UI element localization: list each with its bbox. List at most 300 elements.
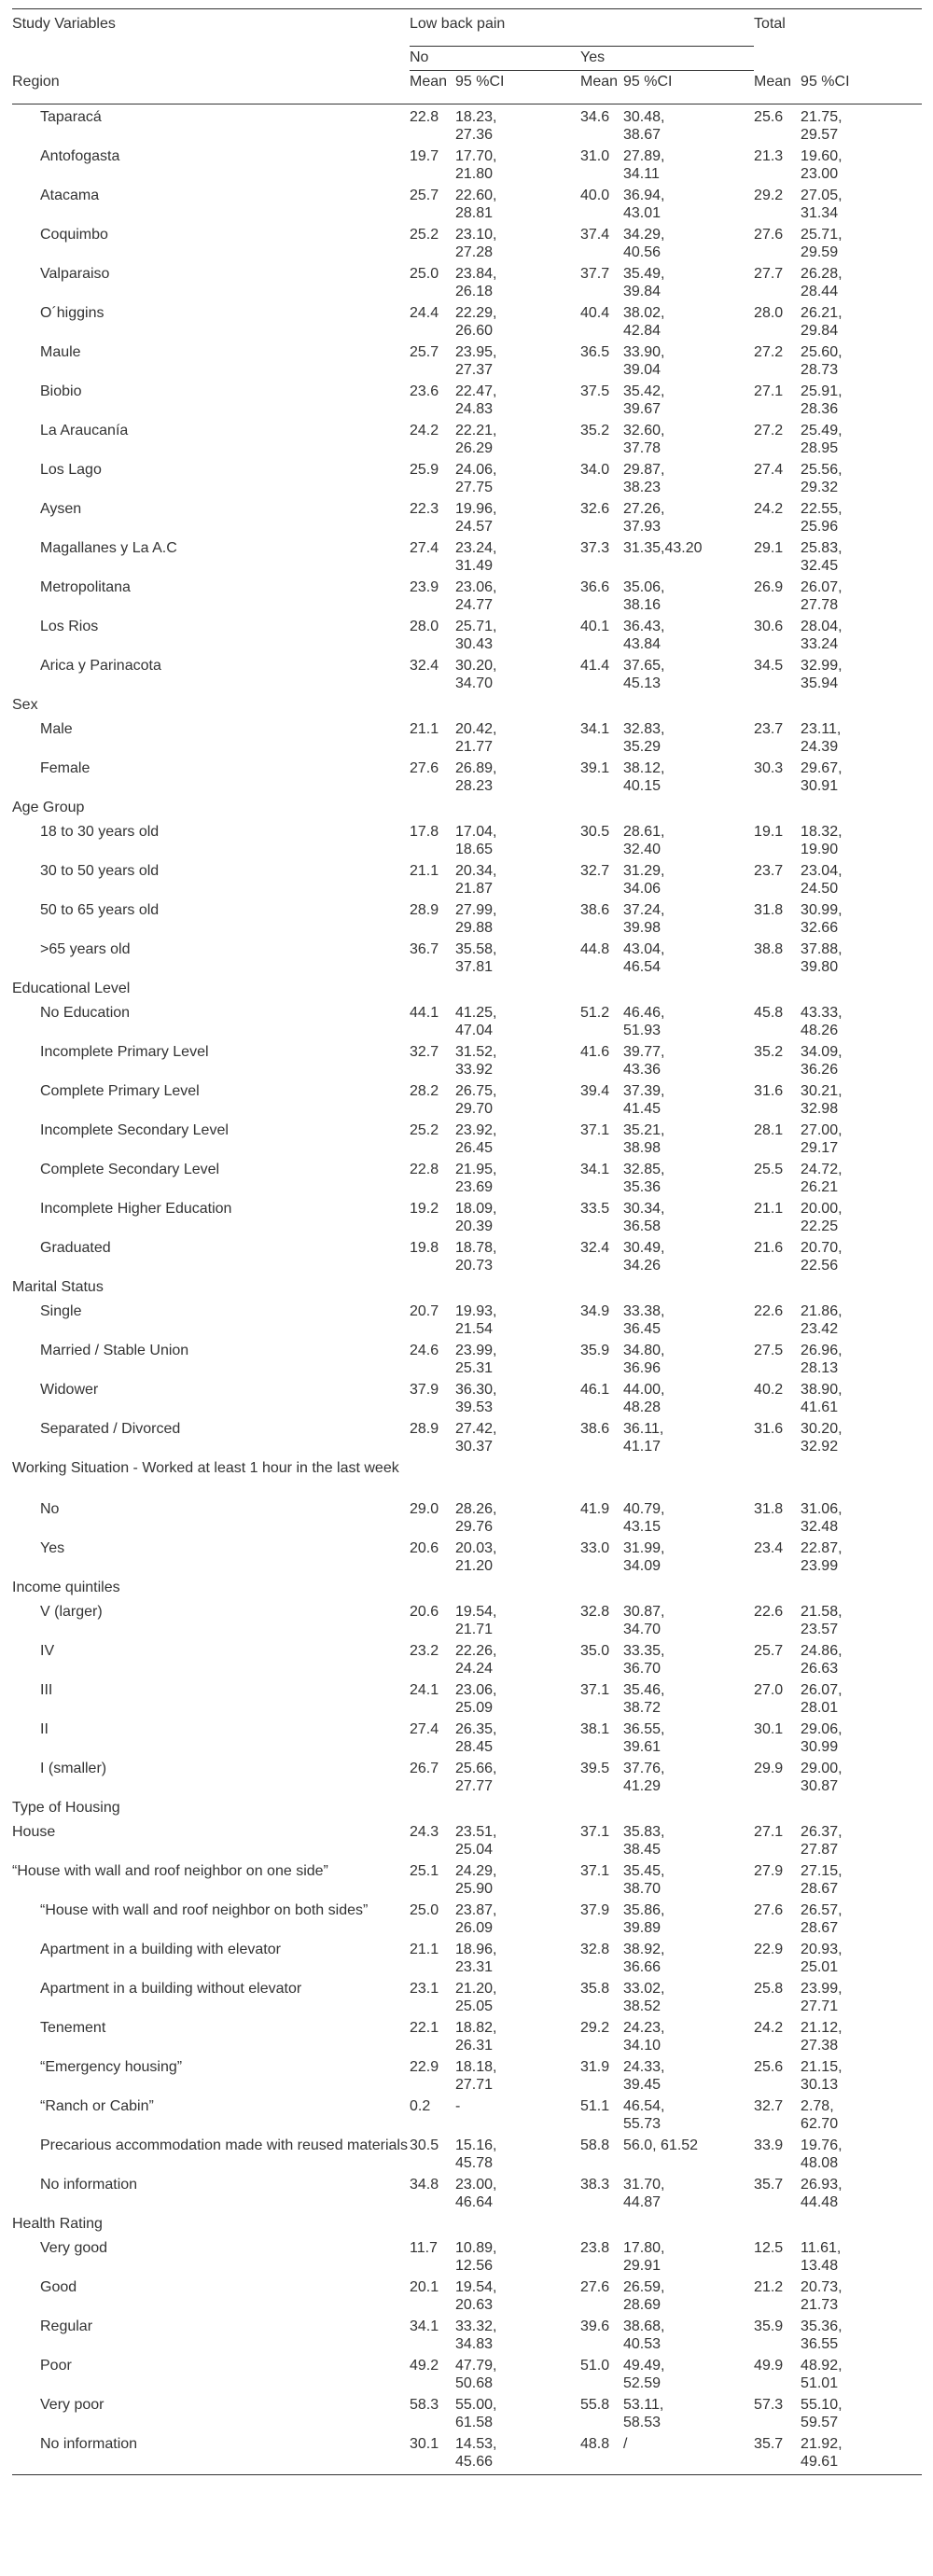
- total-mean-cell: 25.6: [754, 2059, 784, 2075]
- total-ci-cell: 29.06, 30.99: [801, 1721, 842, 1755]
- row-label: Magallanes y La A.C: [40, 540, 177, 556]
- table-row: [12, 1157, 922, 1196]
- yes-ci-cell: 46.54, 55.73: [623, 2098, 665, 2132]
- total-ci-cell: 24.72, 26.21: [801, 1162, 842, 1195]
- total-ci-cell: 48.92, 51.01: [801, 2358, 842, 2391]
- table-row: [12, 261, 922, 300]
- total-ci-cell: 21.58, 23.57: [801, 1604, 842, 1637]
- total-mean-cell: 38.8: [754, 941, 784, 957]
- no-mean-cell: 21.1: [410, 721, 439, 737]
- yes-ci-cell: 36.55, 39.61: [623, 1721, 665, 1755]
- yes-mean-cell: 40.4: [580, 305, 610, 321]
- total-mean-header: Mean: [754, 71, 801, 104]
- table-row: [12, 1599, 922, 1638]
- row-label: Widower: [40, 1382, 99, 1398]
- total-mean-cell: 35.7: [754, 2431, 801, 2475]
- total-ci-cell: 25.56, 29.32: [801, 462, 842, 495]
- total-ci-cell: 26.28, 28.44: [801, 266, 842, 299]
- yes-ci-cell: 39.77, 43.36: [623, 1044, 665, 1078]
- no-ci-cell: -: [455, 2098, 461, 2114]
- no-ci-cell: 18.96, 23.31: [455, 1942, 497, 1975]
- no-ci-cell: 27.99, 29.88: [455, 902, 497, 936]
- row-label: “House with wall and roof neighbor on both sides”: [40, 1902, 369, 1918]
- yes-ci-cell: 35.83, 38.45: [623, 1824, 665, 1858]
- yes-ci-cell: 28.61, 32.40: [623, 824, 665, 857]
- yes-mean-cell: 41.6: [580, 1044, 610, 1060]
- table-row: [12, 496, 922, 536]
- table-row: [12, 937, 922, 976]
- table-row: [12, 2353, 922, 2392]
- row-label: Separated / Divorced: [40, 1421, 181, 1437]
- no-ci-cell: 24.29, 25.90: [455, 1863, 497, 1897]
- no-ci-cell: 26.75, 29.70: [455, 1083, 497, 1117]
- total-ci-cell: 20.93, 25.01: [801, 1942, 842, 1975]
- total-ci-cell: 32.99, 35.94: [801, 658, 842, 691]
- yes-mean-cell: 51.1: [580, 2098, 610, 2114]
- yes-ci-cell: 33.38, 36.45: [623, 1303, 665, 1337]
- row-label: Los Rios: [40, 619, 99, 634]
- table-row: [12, 457, 922, 496]
- table-row: [12, 717, 922, 756]
- no-mean-cell: 32.4: [410, 658, 439, 674]
- total-mean-cell: 24.2: [754, 501, 784, 517]
- yes-mean-cell: 27.6: [580, 2279, 610, 2295]
- row-label: “House with wall and roof neighbor on one side”: [12, 1863, 328, 1879]
- no-mean-cell: 25.7: [410, 344, 439, 360]
- table-row: [12, 653, 922, 692]
- total-ci-cell: 20.70, 22.56: [801, 1240, 842, 1274]
- total-mean-cell: 23.7: [754, 721, 784, 737]
- total-mean-cell: 27.2: [754, 423, 784, 439]
- total-mean-cell: 28.1: [754, 1122, 784, 1138]
- row-label: Antofogasta: [40, 148, 120, 164]
- no-ci-cell: 18.09, 20.39: [455, 1201, 497, 1234]
- yes-mean-cell: 34.1: [580, 1162, 610, 1177]
- row-label: Apartment in a building without elevator: [40, 1981, 302, 1997]
- total-mean-cell: 27.7: [754, 266, 784, 282]
- table-row: [12, 144, 922, 183]
- no-ci-cell: 20.34, 21.87: [455, 863, 497, 897]
- total-mean-cell: 21.2: [754, 2279, 784, 2295]
- yes-ci-cell: 30.49, 34.26: [623, 1240, 665, 1274]
- no-mean-cell: 27.4: [410, 1721, 439, 1737]
- table-row: [12, 1235, 922, 1274]
- no-mean-cell: 23.1: [410, 1981, 439, 1997]
- table-row: [12, 1416, 922, 1455]
- no-ci-cell: 19.54, 21.71: [455, 1604, 497, 1637]
- no-mean-cell: 36.7: [410, 941, 439, 957]
- row-label: No: [40, 1501, 60, 1517]
- yes-ci-cell: 30.48, 38.67: [623, 109, 665, 143]
- table-row: [12, 2172, 922, 2211]
- total-mean-cell: 27.6: [754, 227, 784, 243]
- no-mean-cell: 25.1: [410, 1863, 439, 1879]
- total-ci-cell: 29.00, 30.87: [801, 1761, 842, 1794]
- no-mean-cell: 20.7: [410, 1303, 439, 1319]
- yes-mean-header: Mean: [580, 71, 623, 104]
- table-row: [12, 1118, 922, 1157]
- no-ci-cell: 33.32, 34.83: [455, 2318, 497, 2352]
- no-mean-cell: 24.6: [410, 1343, 439, 1358]
- yes-ci-cell: 33.90, 39.04: [623, 344, 665, 378]
- table-row: [12, 1000, 922, 1039]
- total-ci-cell: 55.10, 59.57: [801, 2397, 842, 2430]
- total-ci-cell: 23.99, 27.71: [801, 1981, 842, 2014]
- yes-mean-cell: 37.1: [580, 1122, 610, 1138]
- no-ci-cell: 18.82, 26.31: [455, 2020, 497, 2054]
- no-mean-cell: 22.9: [410, 2059, 439, 2075]
- total-mean-cell: 23.7: [754, 863, 784, 879]
- yes-mean-cell: 34.9: [580, 1303, 610, 1319]
- section-label: Age Group: [12, 800, 85, 815]
- total-ci-cell: 43.33, 48.26: [801, 1005, 842, 1038]
- yes-mean-cell: 30.5: [580, 824, 610, 840]
- total-ci-cell: 38.90, 41.61: [801, 1382, 842, 1415]
- total-header: Total: [754, 9, 922, 47]
- row-label: Very good: [40, 2240, 108, 2256]
- yes-ci-cell: 44.00, 48.28: [623, 1382, 665, 1415]
- row-label: Taparacá: [40, 109, 102, 125]
- yes-ci-cell: 34.29, 40.56: [623, 227, 665, 260]
- table-row: [12, 340, 922, 379]
- row-label: Biobio: [40, 383, 82, 399]
- row-label: III: [40, 1682, 53, 1698]
- total-ci-cell: 22.55, 25.96: [801, 501, 842, 535]
- no-ci-cell: 30.20, 34.70: [455, 658, 497, 691]
- total-mean-cell: 27.1: [754, 1824, 784, 1840]
- yes-ci-cell: 30.87, 34.70: [623, 1604, 665, 1637]
- yes-ci-cell: 32.60, 37.78: [623, 423, 665, 456]
- row-label: IV: [40, 1643, 55, 1659]
- row-label: La Araucanía: [40, 423, 129, 439]
- section-header-row: [12, 2211, 922, 2235]
- row-label: House: [12, 1824, 56, 1840]
- row-label: Good: [40, 2279, 77, 2295]
- yes-mean-cell: 41.9: [580, 1501, 610, 1517]
- total-ci-cell: 31.06, 32.48: [801, 1501, 842, 1535]
- yes-ci-cell: 31.70, 44.87: [623, 2177, 665, 2210]
- no-ci-cell: 28.26, 29.76: [455, 1501, 497, 1535]
- total-mean-cell: 27.4: [754, 462, 784, 478]
- table-row: [12, 1638, 922, 1678]
- total-ci-header: 95 %CI: [801, 71, 922, 104]
- yes-ci-cell: 37.24, 39.98: [623, 902, 665, 936]
- no-mean-cell: 30.5: [410, 2137, 439, 2153]
- no-mean-header: Mean: [410, 71, 455, 104]
- row-label: Valparaiso: [40, 266, 110, 282]
- yes-ci-cell: 38.12, 40.15: [623, 760, 665, 794]
- row-label: No information: [40, 2177, 138, 2193]
- yes-mean-cell: 34.0: [580, 462, 610, 478]
- yes-mean-cell: 38.1: [580, 1721, 610, 1737]
- no-ci-cell: 17.04, 18.65: [455, 824, 497, 857]
- low-back-pain-header: Low back pain: [410, 9, 754, 47]
- yes-mean-cell: 31.9: [580, 2059, 610, 2075]
- no-ci-cell: 35.58, 37.81: [455, 941, 497, 975]
- yes-ci-cell: 37.65, 45.13: [623, 658, 665, 691]
- no-ci-cell: 25.71, 30.43: [455, 619, 497, 652]
- yes-mean-cell: 33.0: [580, 1540, 610, 1556]
- row-label: Married / Stable Union: [40, 1343, 189, 1358]
- no-mean-cell: 22.8: [410, 109, 439, 125]
- row-label: Yes: [40, 1540, 65, 1556]
- total-mean-cell: 33.9: [754, 2137, 784, 2153]
- no-mean-cell: 44.1: [410, 1005, 439, 1021]
- yes-mean-cell: 39.4: [580, 1083, 610, 1099]
- yes-mean-cell: 44.8: [580, 941, 610, 957]
- no-ci-cell: 15.16, 45.78: [455, 2137, 497, 2171]
- total-mean-cell: 30.6: [754, 619, 784, 634]
- yes-mean-cell: 38.3: [580, 2177, 610, 2193]
- row-label: Arica y Parinacota: [40, 658, 161, 674]
- total-ci-cell: 26.21, 29.84: [801, 305, 842, 339]
- no-mean-cell: 30.1: [410, 2431, 455, 2475]
- row-label: O´higgins: [40, 305, 104, 321]
- no-ci-cell: 26.89, 28.23: [455, 760, 497, 794]
- no-mean-cell: 26.7: [410, 1761, 439, 1776]
- no-ci-cell: 22.21, 26.29: [455, 423, 497, 456]
- total-ci-cell: 30.99, 32.66: [801, 902, 842, 936]
- no-mean-cell: 37.9: [410, 1382, 439, 1398]
- yes-mean-cell: 36.5: [580, 344, 610, 360]
- no-mean-cell: 22.8: [410, 1162, 439, 1177]
- yes-ci-cell: /: [623, 2431, 754, 2475]
- yes-mean-cell: 35.0: [580, 1643, 610, 1659]
- no-ci-cell: 23.92, 26.45: [455, 1122, 497, 1156]
- table-row: [12, 300, 922, 340]
- total-ci-cell: 19.60, 23.00: [801, 148, 842, 182]
- section-label: Type of Housing: [12, 1800, 120, 1816]
- region-header: Region: [12, 71, 410, 104]
- yes-ci-cell: 27.89, 34.11: [623, 148, 665, 182]
- no-ci-cell: 55.00, 61.58: [455, 2397, 497, 2430]
- yes-mean-cell: 40.1: [580, 619, 610, 634]
- yes-ci-cell: 35.45, 38.70: [623, 1863, 665, 1897]
- total-ci-cell: 11.61, 13.48: [801, 2240, 842, 2274]
- no-ci-cell: 20.03, 21.20: [455, 1540, 497, 1574]
- total-mean-cell: 22.9: [754, 1942, 784, 1957]
- table-row: [12, 2094, 922, 2133]
- yes-mean-cell: 34.1: [580, 721, 610, 737]
- no-mean-cell: 19.7: [410, 148, 439, 164]
- no-mean-cell: 24.1: [410, 1682, 439, 1698]
- yes-mean-cell: 32.8: [580, 1604, 610, 1620]
- no-mean-cell: 34.8: [410, 2177, 439, 2193]
- table-row: [12, 1756, 922, 1795]
- total-ci-cell: 26.57, 28.67: [801, 1902, 842, 1936]
- no-mean-cell: 24.3: [410, 1824, 439, 1840]
- total-mean-cell: 25.5: [754, 1162, 784, 1177]
- yes-ci-cell: 35.86, 39.89: [623, 1902, 665, 1936]
- row-label: 50 to 65 years old: [40, 902, 160, 918]
- row-label: Male: [40, 721, 73, 737]
- total-ci-cell: 27.15, 28.67: [801, 1863, 842, 1897]
- no-ci-cell: 24.06, 27.75: [455, 462, 497, 495]
- no-ci-cell: 23.00, 46.64: [455, 2177, 497, 2210]
- row-label: Female: [40, 760, 91, 776]
- total-ci-cell: 24.86, 26.63: [801, 1643, 842, 1677]
- no-ci-cell: 22.29, 26.60: [455, 305, 497, 339]
- no-mean-cell: 34.1: [410, 2318, 439, 2334]
- no-ci-cell: 18.18, 27.71: [455, 2059, 497, 2093]
- row-label: Maule: [40, 344, 81, 360]
- total-mean-cell: 32.7: [754, 2098, 784, 2114]
- no-mean-cell: 25.0: [410, 266, 439, 282]
- table-body: [12, 104, 922, 2475]
- no-mean-cell: 23.6: [410, 383, 439, 399]
- yes-mean-cell: 32.7: [580, 863, 610, 879]
- row-label: V (larger): [40, 1604, 103, 1620]
- total-mean-cell: 26.9: [754, 579, 784, 595]
- data-table-container: [12, 8, 922, 2475]
- table-row: [12, 1536, 922, 1575]
- section-header-row: [12, 795, 922, 819]
- total-ci-cell: 26.93, 44.48: [801, 2177, 842, 2210]
- yes-mean-cell: 37.4: [580, 227, 610, 243]
- total-mean-cell: 30.3: [754, 760, 784, 776]
- row-label: 18 to 30 years old: [40, 824, 160, 840]
- table-row: [12, 1497, 922, 1536]
- row-label: Tenement: [40, 2020, 106, 2036]
- total-ci-cell: 30.21, 32.98: [801, 1083, 842, 1117]
- total-ci-cell: 25.71, 29.59: [801, 227, 842, 260]
- yes-ci-cell: 37.39, 41.45: [623, 1083, 665, 1117]
- row-label: Metropolitana: [40, 579, 131, 595]
- section-label: Sex: [12, 697, 38, 713]
- no-mean-cell: 29.0: [410, 1501, 439, 1517]
- yes-mean-cell: 23.8: [580, 2240, 610, 2256]
- no-mean-cell: 0.2: [410, 2098, 431, 2114]
- yes-ci-cell: 27.26, 37.93: [623, 501, 665, 535]
- no-ci-header: 95 %CI: [455, 71, 580, 104]
- total-mean-cell: 35.2: [754, 1044, 784, 1060]
- no-mean-cell: 23.2: [410, 1643, 439, 1659]
- total-mean-cell: 35.7: [754, 2177, 784, 2193]
- total-mean-cell: 29.9: [754, 1761, 784, 1776]
- yes-ci-cell: 31.29, 34.06: [623, 863, 665, 897]
- yes-mean-cell: 40.0: [580, 188, 610, 203]
- yes-mean-cell: 46.1: [580, 1382, 610, 1398]
- table-row: [12, 1196, 922, 1235]
- yes-mean-cell: 32.8: [580, 1942, 610, 1957]
- total-mean-cell: 34.5: [754, 658, 784, 674]
- table-row: [12, 222, 922, 261]
- total-ci-cell: 22.87, 23.99: [801, 1540, 842, 1574]
- total-ci-cell: 23.11, 24.39: [801, 721, 842, 755]
- yes-mean-cell: 41.4: [580, 658, 610, 674]
- yes-ci-cell: 35.49, 39.84: [623, 266, 665, 299]
- no-ci-cell: 23.51, 25.04: [455, 1824, 497, 1858]
- yes-mean-cell: 36.6: [580, 579, 610, 595]
- total-mean-cell: 49.9: [754, 2358, 784, 2374]
- table-row: [12, 2314, 922, 2353]
- total-ci-cell: 21.75, 29.57: [801, 109, 842, 143]
- total-mean-cell: 12.5: [754, 2240, 784, 2256]
- row-label: Poor: [40, 2358, 72, 2374]
- yes-mean-cell: 58.8: [580, 2137, 610, 2153]
- study-variables-header: Study Variables: [12, 9, 410, 47]
- total-mean-cell: 28.0: [754, 305, 784, 321]
- row-label: Regular: [40, 2318, 93, 2334]
- yes-ci-cell: 36.43, 43.84: [623, 619, 665, 652]
- section-header-row: [12, 692, 922, 717]
- yes-ci-cell: 32.85, 35.36: [623, 1162, 665, 1195]
- yes-ci-cell: 56.0, 61.52: [623, 2137, 699, 2153]
- yes-mean-cell: 32.6: [580, 501, 610, 517]
- row-label: Aysen: [40, 501, 82, 517]
- total-mean-cell: 27.9: [754, 1863, 784, 1879]
- no-mean-cell: 32.7: [410, 1044, 439, 1060]
- total-ci-cell: 2.78, 62.70: [801, 2098, 839, 2132]
- yes-mean-cell: 39.6: [580, 2318, 610, 2334]
- table-row: [12, 2275, 922, 2314]
- total-mean-cell: 27.0: [754, 1682, 784, 1698]
- total-mean-cell: 25.7: [754, 1643, 784, 1659]
- total-ci-cell: 28.04, 33.24: [801, 619, 842, 652]
- total-mean-cell: 22.6: [754, 1303, 784, 1319]
- no-ci-cell: 14.53, 45.66: [455, 2431, 580, 2475]
- no-mean-cell: 24.2: [410, 423, 439, 439]
- yes-ci-cell: 31.99, 34.09: [623, 1540, 665, 1574]
- section-header-row: [12, 1795, 922, 1819]
- yes-ci-cell: 26.59, 28.69: [623, 2279, 665, 2313]
- no-mean-cell: 20.1: [410, 2279, 439, 2295]
- table-row: [12, 1819, 922, 1859]
- no-group-header: No: [410, 47, 580, 71]
- table-row: [12, 1717, 922, 1756]
- total-mean-cell: 31.6: [754, 1083, 784, 1099]
- no-ci-cell: 18.23, 27.36: [455, 109, 497, 143]
- row-label: Very poor: [40, 2397, 104, 2413]
- yes-ci-cell: 30.34, 36.58: [623, 1201, 665, 1234]
- yes-mean-cell: 51.0: [580, 2358, 610, 2374]
- no-ci-cell: 41.25, 47.04: [455, 1005, 497, 1038]
- yes-ci-cell: 36.94, 43.01: [623, 188, 665, 221]
- total-mean-cell: 57.3: [754, 2397, 784, 2413]
- low-back-pain-table: [12, 8, 922, 2475]
- no-mean-cell: 28.0: [410, 619, 439, 634]
- no-mean-cell: 25.7: [410, 188, 439, 203]
- yes-mean-cell: 55.8: [580, 2397, 610, 2413]
- total-ci-cell: 21.15, 30.13: [801, 2059, 842, 2093]
- total-ci-cell: 30.20, 32.92: [801, 1421, 842, 1455]
- total-ci-cell: 21.12, 27.38: [801, 2020, 842, 2054]
- total-mean-cell: 29.1: [754, 540, 784, 556]
- row-label: Complete Secondary Level: [40, 1162, 220, 1177]
- no-ci-cell: 27.42, 30.37: [455, 1421, 497, 1455]
- total-ci-cell: 23.04, 24.50: [801, 863, 842, 897]
- table-row: [12, 756, 922, 795]
- no-mean-cell: 49.2: [410, 2358, 439, 2374]
- total-mean-cell: 35.9: [754, 2318, 784, 2334]
- no-ci-cell: 22.47, 24.83: [455, 383, 497, 417]
- table-row: [12, 1338, 922, 1377]
- no-ci-cell: 23.24, 31.49: [455, 540, 497, 574]
- no-mean-cell: 11.7: [410, 2240, 438, 2256]
- yes-mean-cell: 37.1: [580, 1824, 610, 1840]
- row-label: II: [40, 1721, 49, 1737]
- total-ci-cell: 25.91, 28.36: [801, 383, 842, 417]
- table-row: [12, 2235, 922, 2275]
- total-ci-cell: 18.32, 19.90: [801, 824, 842, 857]
- total-ci-cell: 26.96, 28.13: [801, 1343, 842, 1376]
- table-row: [12, 2133, 922, 2172]
- yes-ci-cell: 32.83, 35.29: [623, 721, 665, 755]
- no-mean-cell: 23.9: [410, 579, 439, 595]
- row-label: No Education: [40, 1005, 131, 1021]
- yes-mean-cell: 39.1: [580, 760, 610, 776]
- total-ci-cell: 34.09, 36.26: [801, 1044, 842, 1078]
